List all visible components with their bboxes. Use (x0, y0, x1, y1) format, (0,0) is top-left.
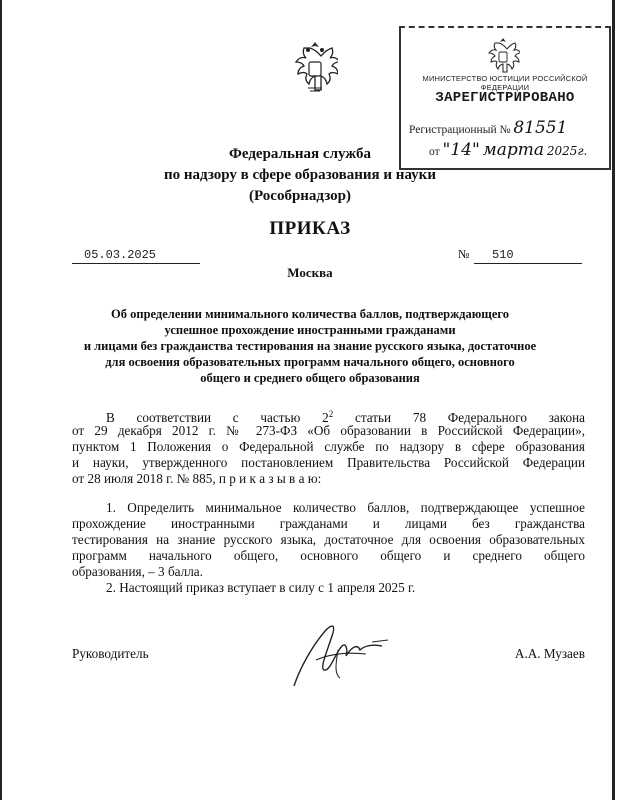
stamp-registration-number (409, 118, 605, 138)
preamble-line1-end: статьи 78 Федерального закона (333, 410, 585, 425)
stamp-date-day: "14" (442, 140, 480, 160)
agency-name-line1: Федеральная служба (229, 146, 371, 162)
order-heading-line2: успешное прохождение иностранными гражданами (164, 323, 456, 337)
stamp-coat-of-arms-icon (486, 36, 520, 74)
stamp-registered: ЗАРЕГИСТРИРОВАНО (435, 90, 575, 106)
item1-line2: прохождение иностранными гражданами и лицами без гражданства (72, 516, 585, 531)
scan-edge-right (612, 0, 615, 800)
stamp-date-month: марта (482, 140, 545, 160)
order-heading-line1: Об определении минимального количества баллов, подтверждающего (111, 307, 509, 321)
stamp-date-year: 2025 (546, 144, 578, 158)
item1-line5: образования, – 3 балла. (72, 564, 203, 579)
stamp-date-prefix: от (429, 146, 440, 158)
agency-name-line3: (Рособрнадзор) (249, 188, 351, 204)
stamp-reg-label: Регистрационный № (409, 124, 511, 136)
stamp-reg-number: 81551 (513, 118, 568, 138)
signatory-position: Руководитель (72, 646, 149, 661)
preamble-line1-start: В соответствии с частью 2 (106, 410, 329, 425)
order-heading-line3: и лицами без гражданства тестирования на знание русского языка, достаточное (83, 339, 537, 353)
coat-of-arms-icon (292, 38, 338, 96)
order-city: Москва (287, 265, 333, 280)
item2-line: 2. Настоящий приказ вступает в силу с 1 апреля 2025 г. (106, 580, 416, 595)
item1-line1: 1. Определить минимальное количество баллов, подтверждающее успешное (106, 500, 585, 515)
stamp-ministry: МИНИСТЕРСТВО ЮСТИЦИИ РОССИЙСКОЙ ФЕДЕРАЦИИ (422, 74, 588, 92)
order-number: 510 (492, 248, 514, 262)
signatory-name: А.А. Музаев (514, 646, 585, 661)
item1-line4: программ начального общего, основного общего и среднего общего (72, 548, 585, 563)
scan-edge-left (0, 0, 2, 800)
order-date-field (72, 248, 200, 264)
preamble-line3: пунктом 1 Положения о Федеральной службе по надзору в сфере образования (72, 439, 585, 454)
preamble-superscript: 2 (328, 409, 334, 419)
order-heading-line5: общего и среднего общего образования (200, 371, 420, 385)
order-heading-line4: для освоения образовательных программ начального общего, основного (105, 355, 515, 369)
preamble-line5: от 28 июля 2018 г. № 885, п р и к а з ы в а ю: (72, 471, 322, 486)
agency-name-line2: по надзору в сфере образования и науки (164, 167, 436, 183)
preamble-line4: и науки, утвержденного постановлением Правительства Российской Федерации (72, 455, 585, 470)
order-date: 05.03.2025 (84, 248, 157, 262)
order-number-field (474, 248, 582, 264)
document-title: ПРИКАЗ (269, 218, 351, 239)
handwritten-signature-icon (286, 616, 396, 694)
order-number-sign: № (458, 247, 470, 261)
preamble-line2: от 29 декабря 2012 г. № 273-ФЗ «Об образовании в Российской Федерации», (72, 423, 585, 438)
stamp-date (429, 140, 617, 160)
stamp-date-suffix: г. (577, 144, 588, 158)
item1-line3: тестирования на знание русского языка, достаточное для освоения образовательных (72, 532, 585, 547)
